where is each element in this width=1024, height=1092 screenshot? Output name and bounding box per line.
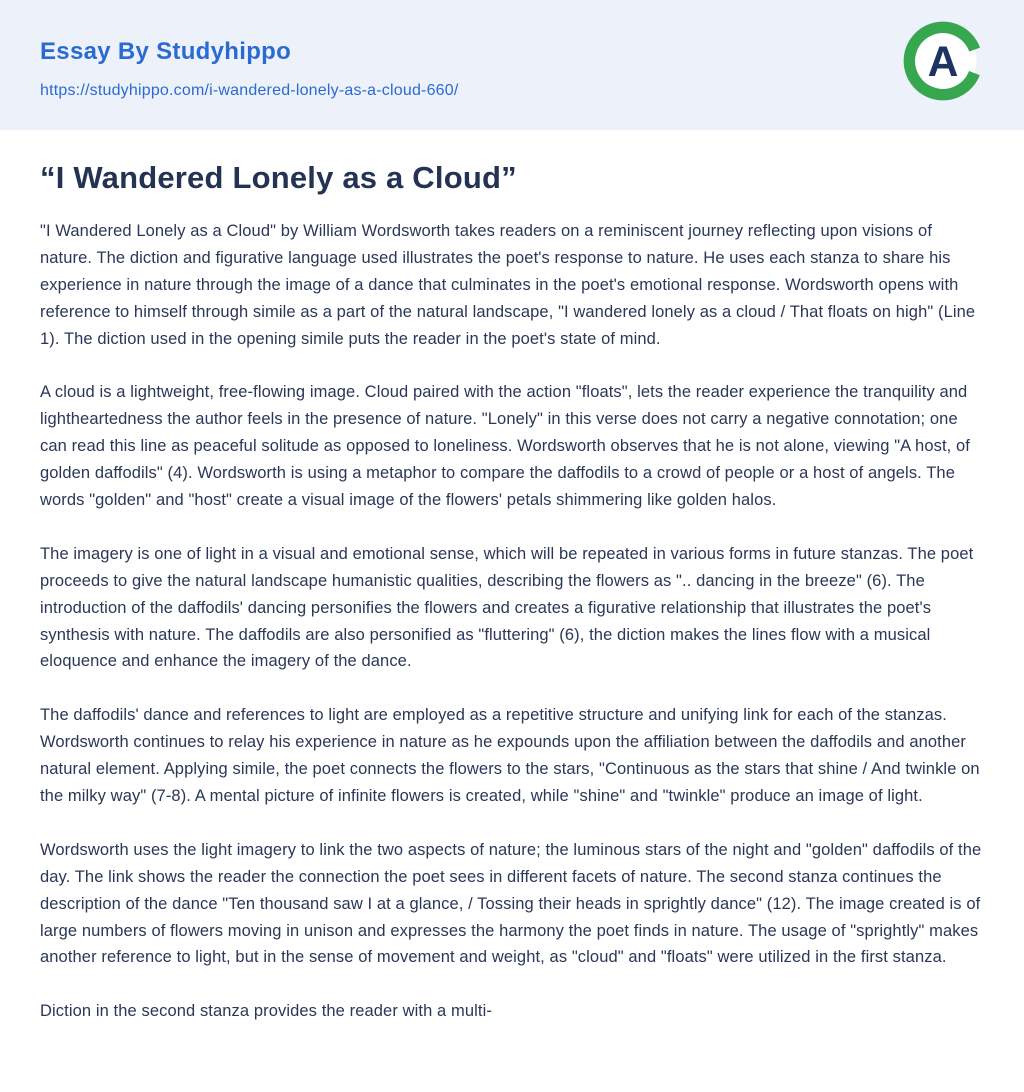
paragraph-truncated: Diction in the second stanza provides the reader with a multi- — [40, 1002, 492, 1021]
site-title: Essay By Studyhippo — [40, 38, 292, 65]
article — [0, 130, 1024, 1092]
paragraph: Wordsworth uses the light imagery to link the two aspects of nature; the luminous stars of the night and "golden" daffodils of the day. The link shows the reader the connection the poet sees in different facets of nature. The second stanza continues the description of the dance "Ten thousand saw I at a glance, / Tossing their heads in sprightly dance" (12). The image created is of large numbers of flowers moving in unison and expresses the harmony the poet finds in nature. The usage of "sprightly" makes another reference to light, but in the sense of movement and weight, as "cloud" and "floats" were utilized in the first stanza. — [40, 840, 982, 967]
studyhippo-logo — [902, 20, 984, 102]
article-title: “I Wandered Lonely as a Cloud” — [40, 160, 517, 195]
paragraph: The daffodils' dance and references to light are employed as a repetitive structure and unifying link for each of the stanzas. Wordsworth continues to relay his experience in nature as he expounds upon the affiliation between the daffodils and another natural element. Applying simile, the poet connects the flowers to the stars, "Continuous as the stars that shine / And twinkle on the milky way" (7-8). A mental picture of infinite flowers is created, while "shine" and "twinkle" produce an image of light. — [40, 706, 980, 806]
logo-letter: A — [927, 37, 959, 86]
studyhippo-logo-icon — [902, 20, 984, 102]
site-header — [0, 0, 1024, 130]
paragraph: "I Wandered Lonely as a Cloud" by William Wordsworth takes readers on a reminiscent journey reflecting upon visions of nature. The diction and figurative language used illustrates the poet's response to nature. He uses each stanza to share his experience in nature through the image of a dance that culminates in the poet's emotional response. Wordsworth opens with reference to himself through simile as a part of the natural landscape, "I wandered lonely as a cloud / That floats on high" (Line 1). The diction used in the opening simile puts the reader in the poet's state of mind. — [40, 222, 976, 348]
paragraph: The imagery is one of light in a visual and emotional sense, which will be repeated in various forms in future stanzas. The poet proceeds to give the natural landscape humanistic qualities, describing the flowers as ".. dancing in the breeze" (6). The introduction of the daffodils' dancing personifies the flowers and creates a figurative relationship that illustrates the poet's synthesis with nature. The daffodils are also personified as "fluttering" (6), the diction makes the lines flow with a musical eloquence and enhance the imagery of the dance. — [40, 544, 974, 671]
article-url-link[interactable]: https://studyhippo.com/i-wandered-lonely-as-a-cloud-660/ — [40, 82, 459, 99]
paragraph: A cloud is a lightweight, free-flowing image. Cloud paired with the action "floats", lets the reader experience the tranquility and lightheartedness the author feels in the presence of nature. "Lonely" in this verse does not carry a negative connotation; one can read this line as peaceful solitude as opposed to loneliness. Wordsworth observes that he is not alone, viewing "A host, of golden daffodils" (4). Wordsworth is using a metaphor to compare the daffodils to a crowd of people or a host of angels. The words "golden" and "host" create a visual image of the flowers' petals shimmering like golden halos. — [40, 383, 970, 510]
